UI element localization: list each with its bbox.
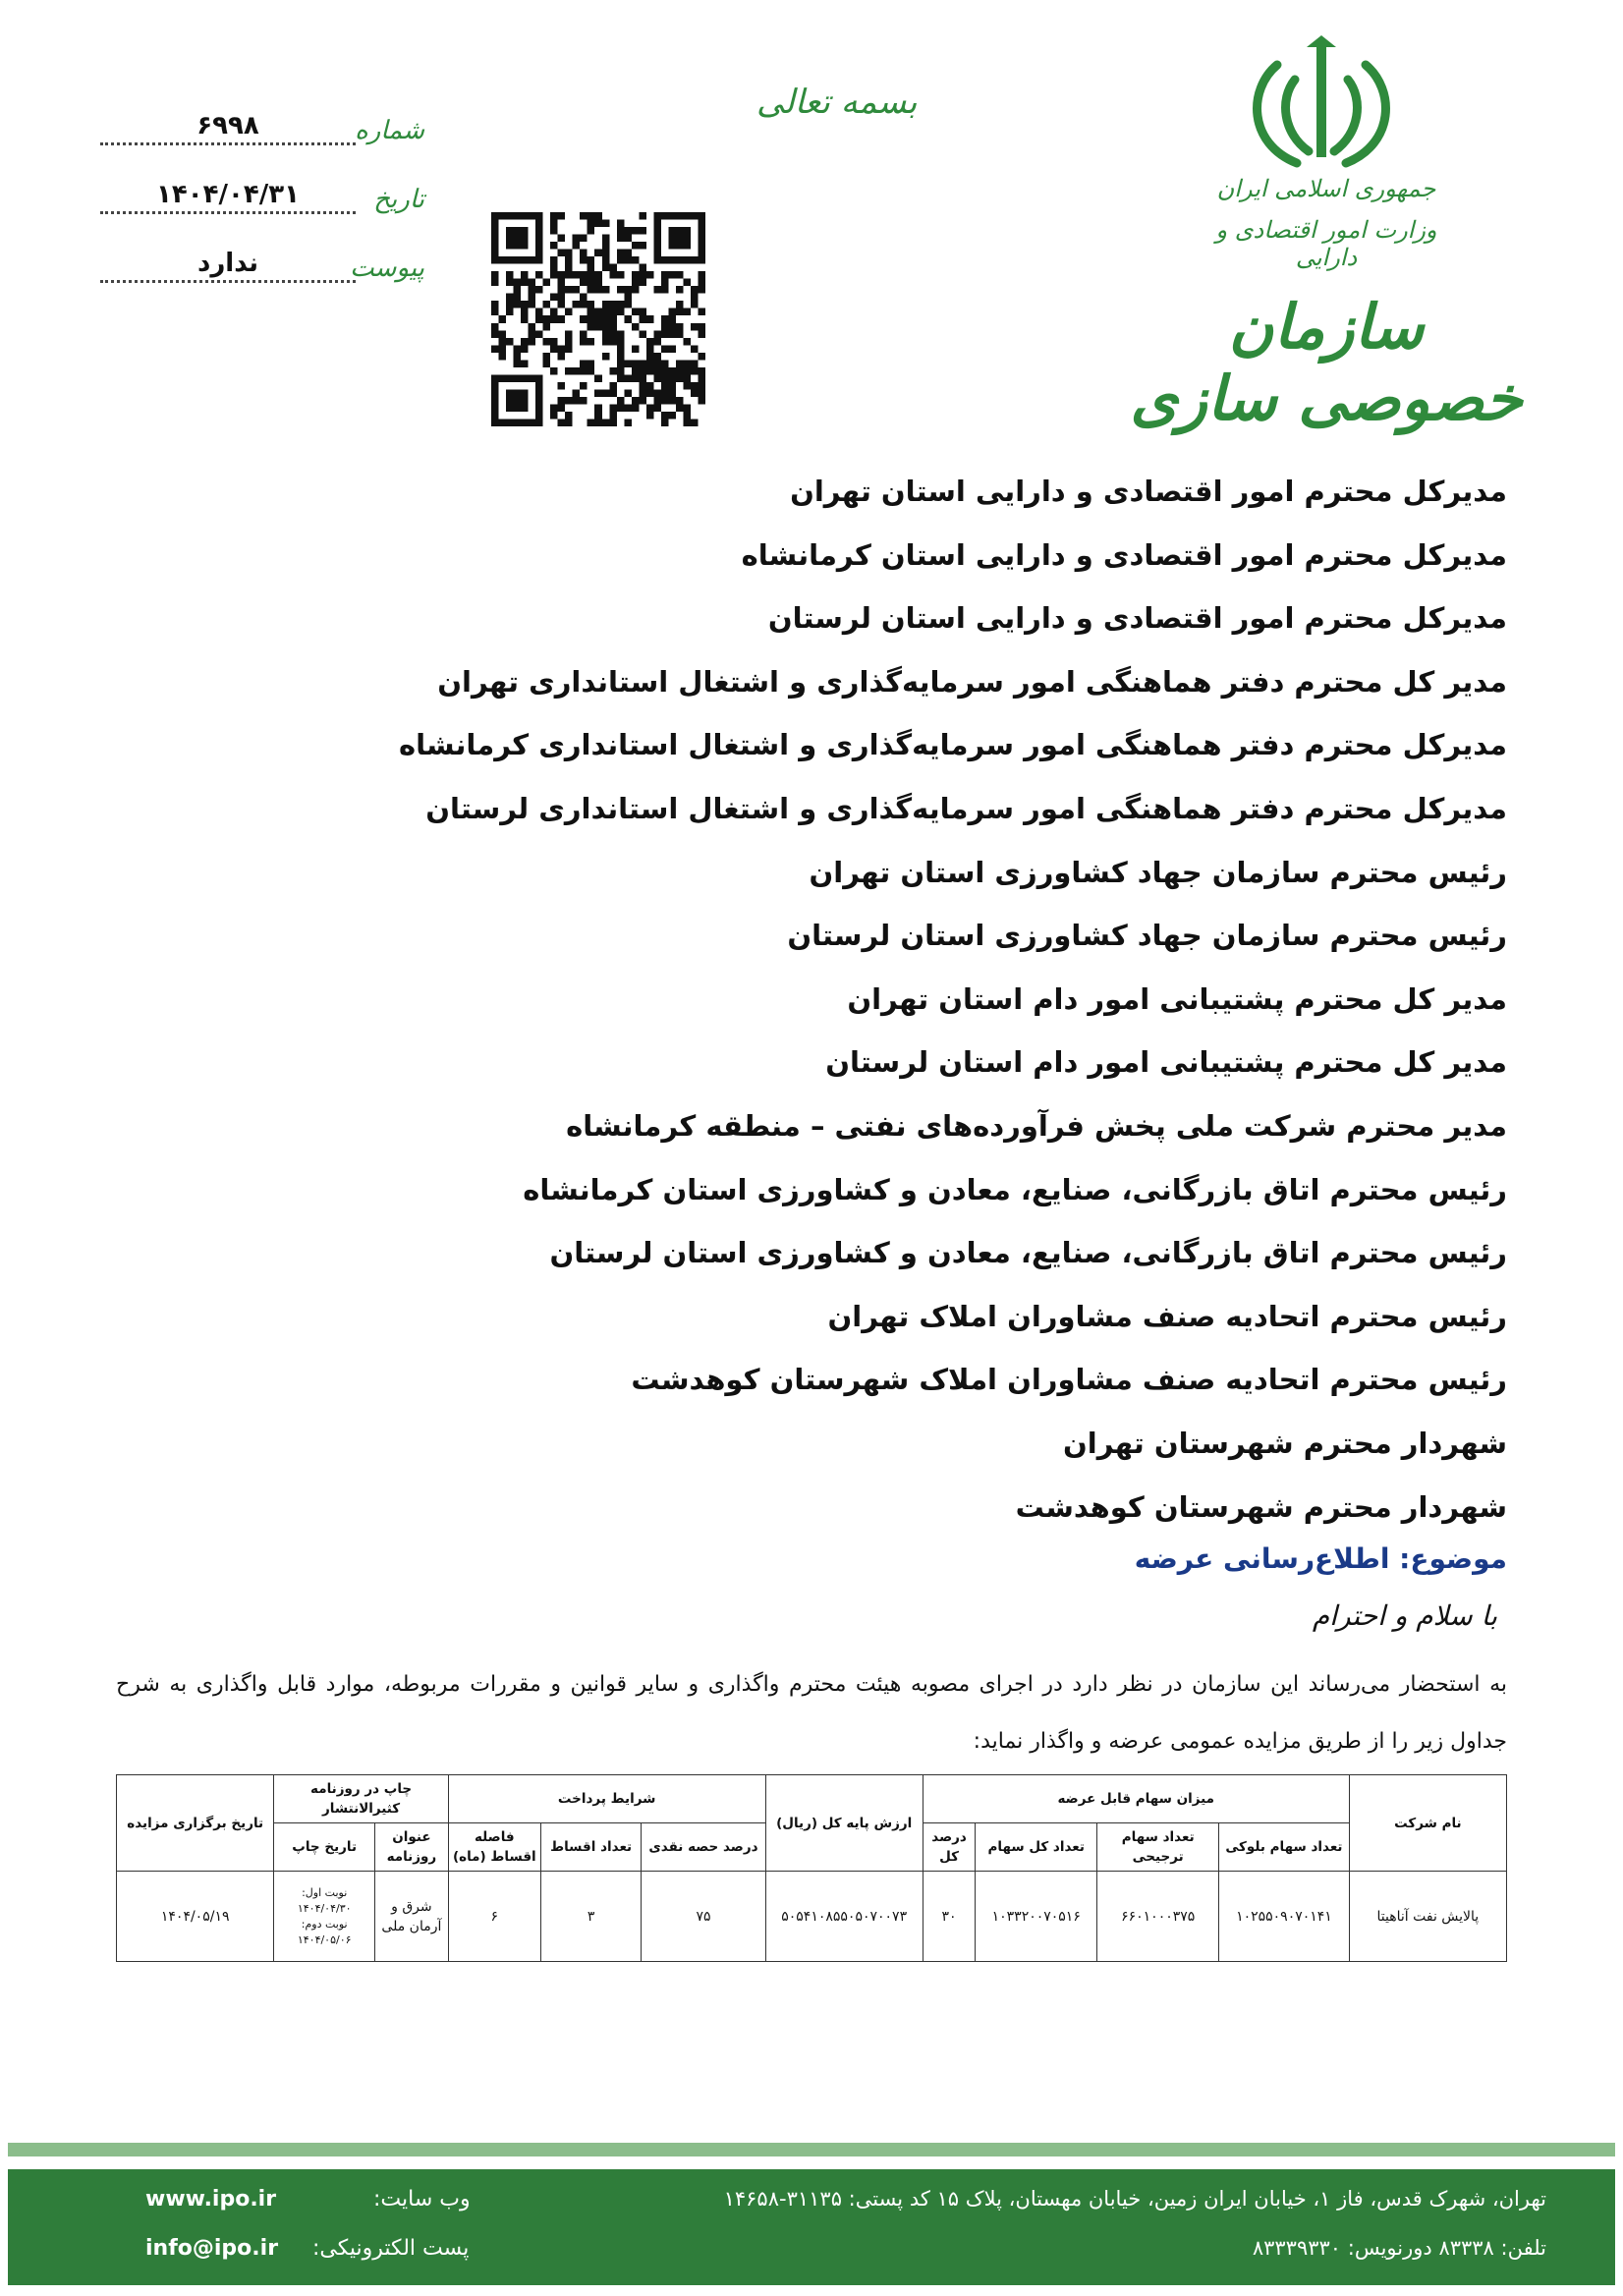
recipient-item: رئیس محترم سازمان جهاد کشاورزی استان لرستان (787, 919, 1507, 953)
recipient-item: شهردار محترم شهرستان تهران (1063, 1426, 1507, 1460)
th-percent: درصد کل (923, 1823, 975, 1872)
th-company: نام شرکت (1349, 1775, 1506, 1872)
meta-attachment-row (90, 214, 424, 283)
recipient-item: مدیر کل محترم پشتیبانی امور دام استان تهران (847, 981, 1507, 1016)
recipient-item: مدیرکل محترم امور اقتصادی و دارایی استان تهران (790, 475, 1507, 508)
table-header-row (117, 1775, 1507, 1823)
th-base-value: ارزش پایه کل (ریال) (765, 1775, 923, 1872)
footer-website-link[interactable]: www.ipo.ir (145, 2187, 277, 2212)
recipient-item: مدیرکل محترم دفتر هماهنگی امور سرمایه‌گذاری و اشتغال استانداری لرستان (425, 791, 1507, 825)
letter-subject: موضوع: اطلاع‌رسانی عرضه (1134, 1542, 1507, 1575)
th-cash-percent: درصد حصه نقدی (642, 1823, 765, 1872)
footer-site-label: وب سایت: (373, 2187, 471, 2212)
th-newspaper-group: چاپ در روزنامه کثیرالانتشار (274, 1775, 448, 1823)
meta-number-label: شماره (355, 116, 424, 145)
th-interval: فاصله اقساط (ماه) (448, 1823, 540, 1872)
qr-code-icon (491, 212, 705, 426)
th-installments: تعداد اقساط (540, 1823, 642, 1872)
recipient-item: رئیس محترم اتحادیه صنف مشاوران املاک شهرستان کوهدشت (631, 1363, 1507, 1397)
gov-line-2: وزارت امور اقتصادی و دارایی (1215, 216, 1437, 271)
meta-attachment-label: پیوست (350, 253, 424, 283)
iran-emblem-logo (1218, 35, 1425, 183)
offer-table (116, 1774, 1507, 1962)
cell-auction-date: ۱۴۰۴/۰۵/۱۹ (117, 1872, 274, 1962)
qr-code (491, 212, 705, 426)
recipient-item: مدیرکل محترم امور اقتصادی و دارایی استان کرمانشاه (741, 537, 1507, 572)
th-print-date: تاریخ چاپ (274, 1823, 375, 1872)
footer-phone: تلفن: ۸۳۳۳۸ دورنویس: ۸۳۳۳۹۳۳۰ (1252, 2236, 1546, 2260)
recipient-item: رئیس محترم اتاق بازرگانی، صنایع، معادن و کشاورزی استان لرستان (549, 1236, 1507, 1270)
recipient-item: مدیرکل محترم دفتر هماهنگی امور سرمایه‌گذاری و اشتغال استانداری کرمانشاه (399, 728, 1507, 762)
table-row (117, 1872, 1507, 1962)
th-newspaper: عنوان روزنامه (374, 1823, 448, 1872)
th-block-shares: تعداد سهام بلوکی (1219, 1823, 1350, 1872)
footer-email-label: پست الکترونیکی: (312, 2236, 470, 2261)
print-second-label: نوبت دوم: (301, 1917, 348, 1931)
print-first-label: نوبت اول: (302, 1885, 348, 1899)
cell-newspaper: شرق و آرمان ملی (374, 1872, 448, 1962)
gov-line-1: جمهوری اسلامی ایران (1216, 175, 1436, 202)
greeting: با سلام و احترام (1312, 1599, 1497, 1632)
recipient-item: رئیس محترم سازمان جهاد کشاورزی استان تهران (809, 855, 1507, 889)
meta-number-row (90, 77, 424, 145)
organization-name: سازمان خصوصی سازی (1130, 291, 1523, 434)
print-first-date: ۱۴۰۴/۰۴/۳۰ (297, 1901, 352, 1915)
meta-date-label: تاریخ (373, 185, 424, 214)
footer (8, 2169, 1615, 2285)
cell-percent: ۳۰ (923, 1872, 975, 1962)
cell-installments: ۳ (540, 1872, 642, 1962)
print-second-date: ۱۴۰۴/۰۵/۰۶ (297, 1932, 352, 1946)
th-shares-group: میزان سهام قابل عرضه (923, 1775, 1349, 1823)
recipient-item: مدیر کل محترم دفتر هماهنگی امور سرمایه‌گذاری و اشتغال استانداری تهران (437, 664, 1507, 699)
cell-preferred-shares: ۶۶۰۱۰۰۰۳۷۵ (1097, 1872, 1219, 1962)
meta-attachment-value: ندارد (100, 249, 356, 283)
cell-print-date (274, 1872, 375, 1962)
th-auction-date: تاریخ برگزاری مزایده (117, 1775, 274, 1872)
meta-date-row (90, 145, 424, 214)
cell-base-value: ۵۰۵۴۱۰۸۵۵۰۵۰۷۰۰۷۳ (765, 1872, 923, 1962)
th-total-shares: تعداد کل سهام (976, 1823, 1097, 1872)
meta-number-value: ۶۹۹۸ (100, 111, 356, 145)
body-paragraph: به استحضار می‌رساند این سازمان در نظر دارد در اجرای مصوبه هیئت محترم واگذاری و سایر قوانین و مقررات مربوطه، موارد قابل واگذاری به شرح جداول زیر را از طریق مزایده عمومی عرضه و واگذار نماید: (116, 1672, 1507, 1754)
meta-date-value: ۱۴۰۴/۰۴/۳۱ (100, 180, 356, 214)
recipient-item: شهردار محترم شهرستان کوهدشت (1015, 1489, 1507, 1524)
footer-address: تهران، شهرک قدس، فاز ۱، خیابان ایران زمین، خیابان مهستان، پلاک ۱۵ کد پستی: ۳۱۱۳۵-۱۴۶۵۸ (723, 2187, 1546, 2211)
recipient-item: رئیس محترم اتاق بازرگانی، صنایع، معادن و کشاورزی استان کرمانشاه (523, 1172, 1507, 1206)
cell-total-shares: ۱۰۳۳۲۰۰۷۰۵۱۶ (976, 1872, 1097, 1962)
cell-block-shares: ۱۰۲۵۵۰۹۰۷۰۱۴۱ (1219, 1872, 1350, 1962)
th-payment-group: شرایط پرداخت (448, 1775, 765, 1823)
recipient-item: مدیرکل محترم امور اقتصادی و دارایی استان لرستان (767, 601, 1507, 636)
bismillah: بسمه تعالی (756, 83, 918, 122)
th-preferred-shares: تعداد سهام ترجیحی (1097, 1823, 1219, 1872)
recipient-list (399, 460, 1507, 1539)
footer-divider (8, 2143, 1615, 2156)
recipient-item: مدیر محترم شرکت ملی پخش فرآورده‌های نفتی – منطقه کرمانشاه (566, 1108, 1507, 1143)
cell-interval: ۶ (448, 1872, 540, 1962)
cell-company: پالایش نفت آناهیتا (1349, 1872, 1506, 1962)
cell-cash-percent: ۷۵ (642, 1872, 765, 1962)
recipient-item: مدیر کل محترم پشتیبانی امور دام استان لرستان (825, 1045, 1507, 1080)
recipient-item: رئیس محترم اتحادیه صنف مشاوران املاک تهران (827, 1299, 1507, 1333)
footer-email-link[interactable]: info@ipo.ir (145, 2236, 279, 2261)
letter-meta (90, 77, 424, 283)
emblem-icon (1218, 35, 1425, 183)
